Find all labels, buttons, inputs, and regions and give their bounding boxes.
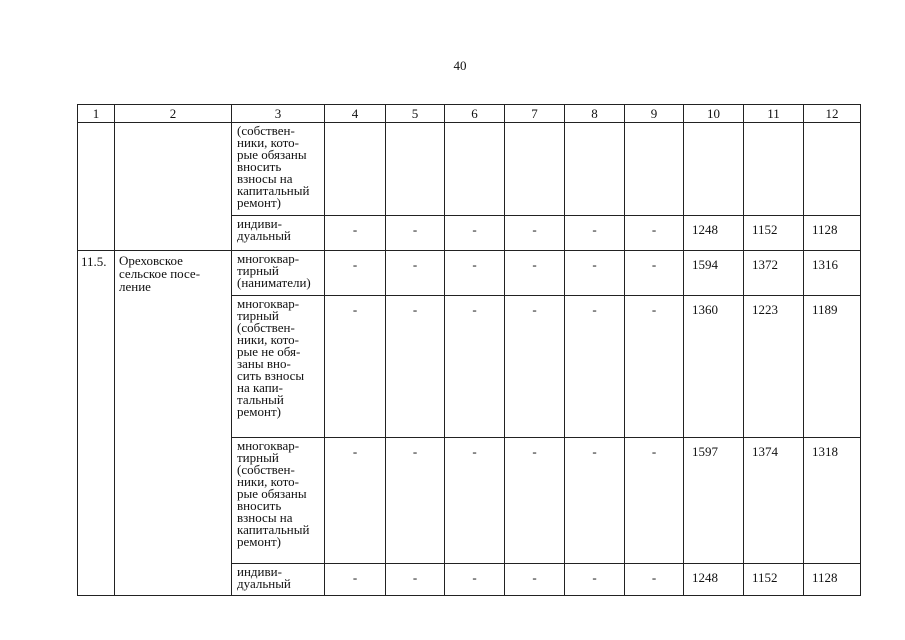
value-cell: - [386, 251, 445, 296]
value-cell: - [505, 251, 565, 296]
value-cell [684, 123, 744, 216]
value-cell: 1594 [684, 251, 744, 296]
column-header: 7 [505, 105, 565, 123]
column-header: 9 [625, 105, 684, 123]
value-cell: - [386, 438, 445, 564]
value-cell: - [386, 296, 445, 438]
value-cell: - [445, 564, 505, 596]
value-cell: - [565, 251, 625, 296]
value-cell: - [565, 564, 625, 596]
value-cell [804, 123, 861, 216]
value-cell: - [505, 564, 565, 596]
column-header: 1 [78, 105, 115, 123]
value-cell: - [325, 251, 386, 296]
value-cell: 1152 [744, 564, 804, 596]
row-number-cell [78, 123, 115, 251]
page-number: 40 [453, 58, 467, 73]
table-row [78, 251, 861, 296]
column-header: 5 [386, 105, 445, 123]
value-cell: 1318 [804, 438, 861, 564]
value-cell: 1248 [684, 216, 744, 251]
value-cell: - [565, 438, 625, 564]
value-cell: - [386, 216, 445, 251]
value-cell: 1360 [684, 296, 744, 438]
value-cell: 1152 [744, 216, 804, 251]
housing-type-text: многоквар- тирный (наниматели) [237, 251, 311, 290]
value-cell: - [625, 251, 684, 296]
value-cell: 1316 [804, 251, 861, 296]
housing-type-cell [232, 296, 325, 438]
value-cell: - [565, 216, 625, 251]
value-cell: - [325, 296, 386, 438]
value-cell [325, 123, 386, 216]
value-cell: 1128 [804, 216, 861, 251]
row-number-cell: 11.5. [78, 251, 115, 596]
value-cell: 1128 [804, 564, 861, 596]
value-cell: 1223 [744, 296, 804, 438]
value-cell: - [445, 438, 505, 564]
value-cell [445, 123, 505, 216]
value-cell: 1597 [684, 438, 744, 564]
value-cell: 1248 [684, 564, 744, 596]
value-cell: 1372 [744, 251, 804, 296]
value-cell [505, 123, 565, 216]
housing-type-text: индиви- дуальный [237, 216, 291, 243]
housing-type-cell [232, 564, 325, 596]
value-cell: - [565, 296, 625, 438]
housing-type-cell [232, 251, 325, 296]
value-cell: - [625, 438, 684, 564]
housing-type-cell [232, 438, 325, 564]
column-header: 8 [565, 105, 625, 123]
value-cell [565, 123, 625, 216]
tariff-table [77, 104, 861, 596]
value-cell [386, 123, 445, 216]
value-cell: - [445, 251, 505, 296]
header-row [78, 105, 861, 123]
housing-type-text: многоквар- тирный (собствен- ники, кото- рые не обя- заны вно- сить взносы на капи- тальный ремонт) [237, 296, 305, 419]
housing-type-cell [232, 216, 325, 251]
value-cell: - [386, 564, 445, 596]
settlement-name-cell: Ореховское сельское посе-ление [115, 251, 232, 596]
table-row [78, 123, 861, 216]
housing-type-text: многоквар- тирный (собствен- ники, кото- рые обязаны вносить взносы на капитальный ремонт) [237, 438, 310, 549]
housing-type-text: (собствен- ники, кото- рые обязаны вносить взносы на капитальный ремонт) [237, 123, 310, 210]
column-header: 10 [684, 105, 744, 123]
column-header: 4 [325, 105, 386, 123]
housing-type-cell [232, 123, 325, 216]
value-cell: - [445, 296, 505, 438]
value-cell: - [505, 296, 565, 438]
value-cell: 1374 [744, 438, 804, 564]
column-header: 2 [115, 105, 232, 123]
housing-type-text: индиви- дуальный [237, 564, 291, 591]
value-cell [625, 123, 684, 216]
value-cell: - [625, 564, 684, 596]
settlement-name-cell [115, 123, 232, 251]
column-header: 6 [445, 105, 505, 123]
value-cell: - [625, 296, 684, 438]
column-header: 3 [232, 105, 325, 123]
value-cell [744, 123, 804, 216]
value-cell: - [325, 438, 386, 564]
value-cell: - [505, 438, 565, 564]
value-cell: - [445, 216, 505, 251]
value-cell: - [325, 564, 386, 596]
value-cell: - [325, 216, 386, 251]
column-header: 12 [804, 105, 861, 123]
value-cell: 1189 [804, 296, 861, 438]
value-cell: - [505, 216, 565, 251]
column-header: 11 [744, 105, 804, 123]
value-cell: - [625, 216, 684, 251]
